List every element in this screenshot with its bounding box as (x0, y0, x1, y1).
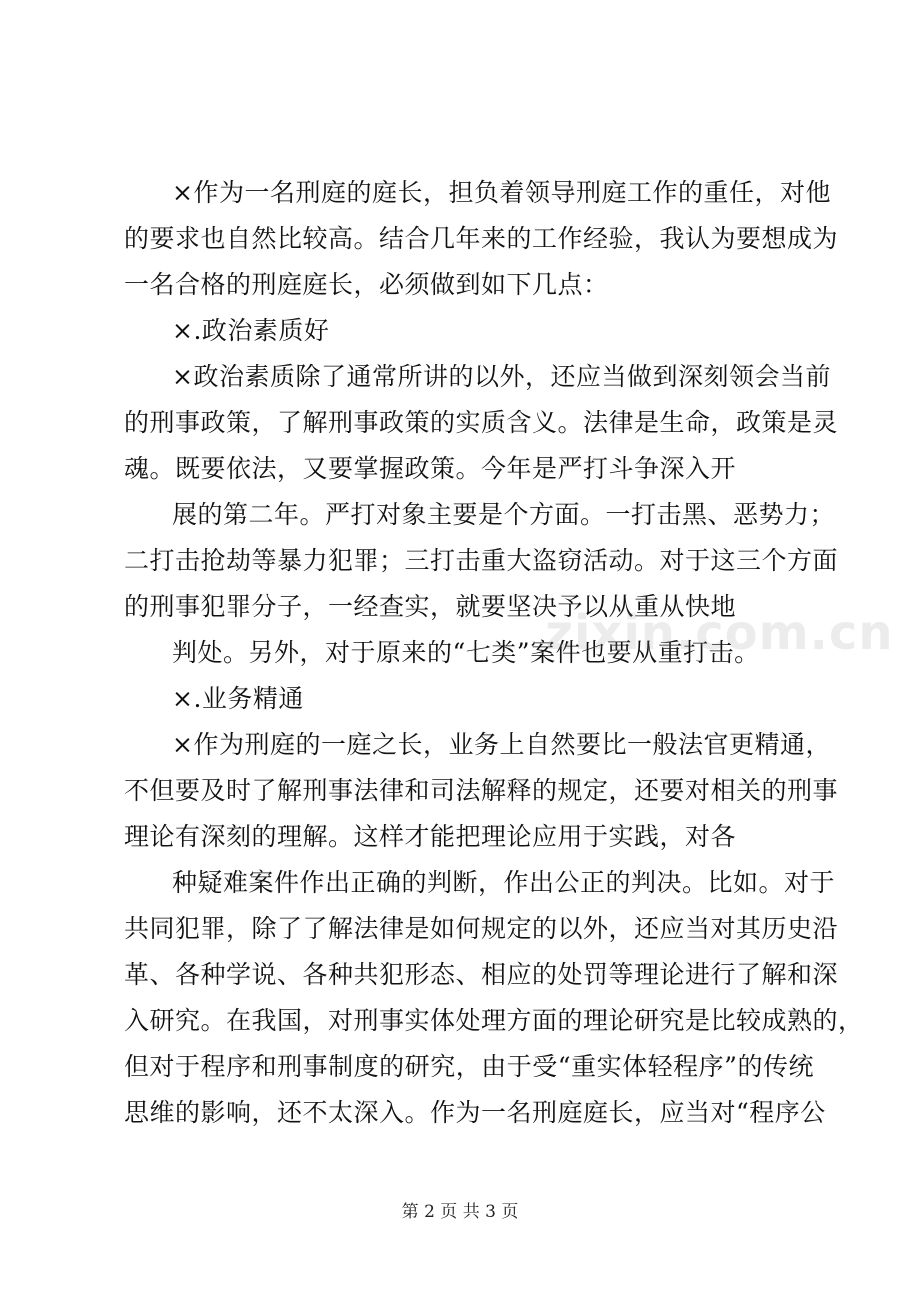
text-line: 二打击抢劫等暴力犯罪；三打击重大盗窃活动。对于这三个方面 (124, 546, 839, 575)
text-line: 展的第二年。严打对象主要是个方面。一打击黑、恶势力； (172, 500, 836, 529)
watermark: zixin.com.cn (545, 605, 894, 661)
text-line: ×政治素质除了通常所讲的以外，还应当做到深刻领会当前 (172, 362, 831, 391)
text-line: ×.政治素质好 (172, 316, 330, 345)
text-line: 种疑难案件作出正确的判断，作出公正的判决。比如。对于 (172, 868, 836, 897)
text-line: 但对于程序和刑事制度的研究，由于受“重实体轻程序”的传统 (124, 1052, 814, 1081)
text-line: 入研究。在我国，对刑事实体处理方面的理论研究是比较成熟的， (124, 1006, 864, 1035)
text-line: 不但要及时了解刑事法律和司法解释的规定，还要对相关的刑事 (124, 776, 839, 805)
text-line: 一名合格的刑庭庭长，必须做到如下几点： (124, 270, 609, 299)
text-line: 共同犯罪，除了了解法律是如何规定的以外，还应当对其历史沿 (124, 914, 839, 943)
page-footer: 第 2 页 共 3 页 (401, 1202, 519, 1222)
text-line: 革、各种学说、各种共犯形态、相应的处罚等理论进行了解和深 (124, 960, 839, 989)
text-line: 思维的影响，还不太深入。作为一名刑庭庭长，应当对“程序公 (124, 1098, 826, 1127)
text-line: ×作为刑庭的一庭之长，业务上自然要比一般法官更精通， (172, 730, 831, 759)
text-line: ×作为一名刑庭的庭长，担负着领导刑庭工作的重任，对他 (172, 178, 831, 207)
text-line: ×.业务精通 (172, 684, 304, 713)
text-line: 的刑事犯罪分子，一经查实，就要坚决予以从重从快地 (124, 592, 737, 621)
text-line: 理论有深刻的理解。这样才能把理论应用于实践，对各 (124, 822, 737, 851)
text-line: 的要求也自然比较高。结合几年来的工作经验，我认为要想成为 (124, 224, 839, 253)
text-line: 的刑事政策，了解刑事政策的实质含义。法律是生命，政策是灵 (124, 408, 839, 437)
text-line: 魂。既要依法，又要掌握政策。今年是严打斗争深入开 (124, 454, 737, 483)
text-line: 判处。另外，对于原来的“七类”案件也要从重打击。 (172, 638, 760, 667)
